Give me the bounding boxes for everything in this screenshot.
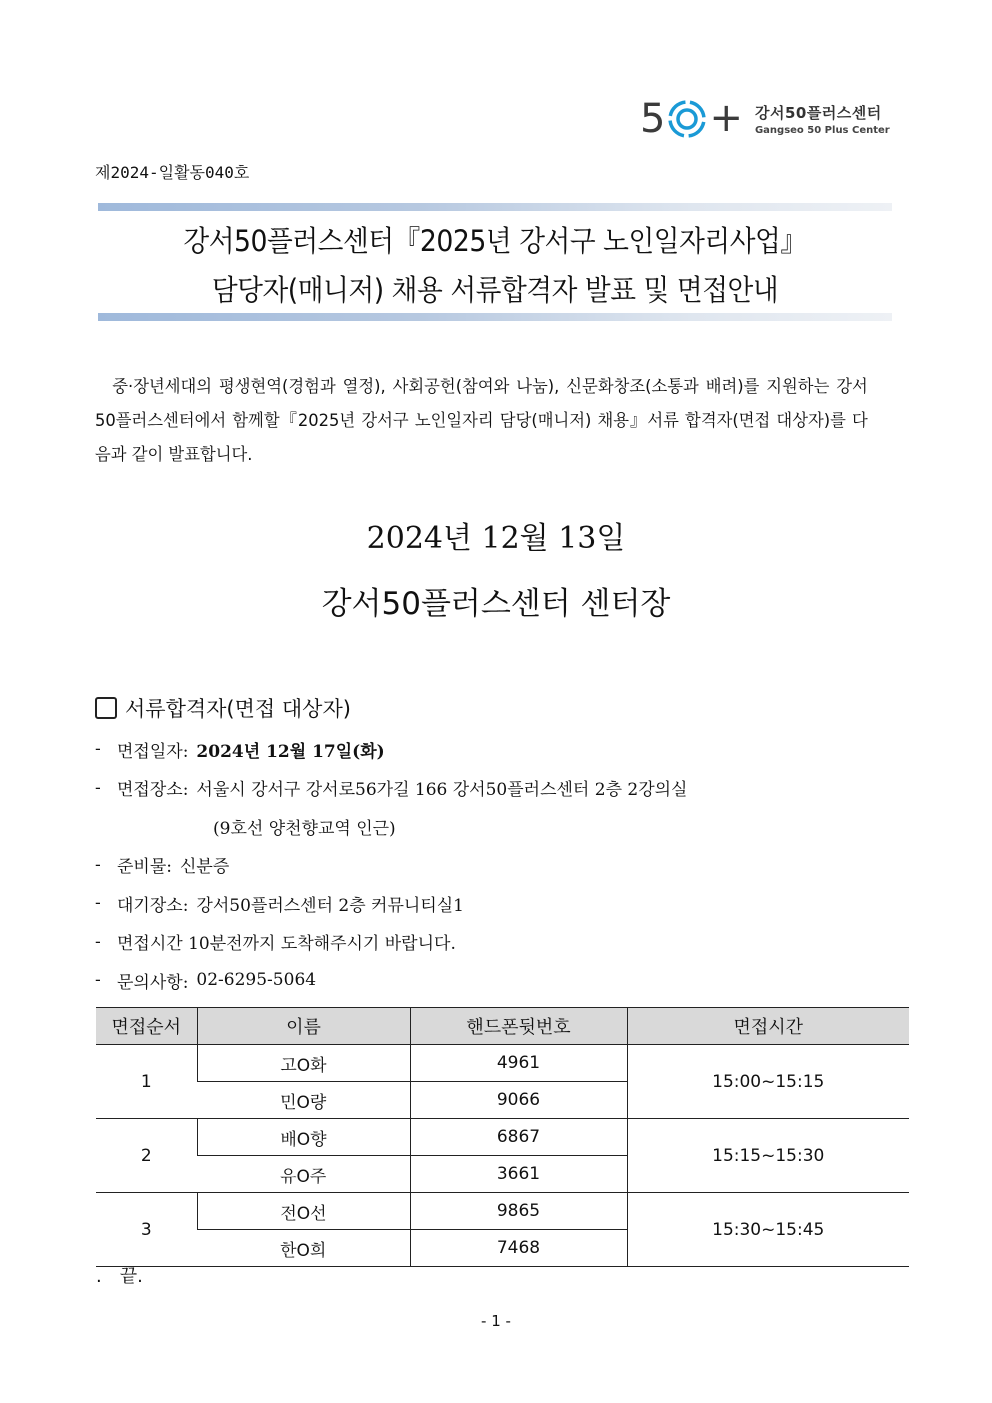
title-bar-top bbox=[98, 203, 892, 211]
table-row bbox=[96, 1193, 909, 1230]
cell-phone: 9066 bbox=[410, 1082, 627, 1119]
section-title: 서류합격자(면접 대상자) bbox=[125, 697, 351, 721]
list-label: 면접장소: bbox=[117, 780, 189, 801]
header-name: 이름 bbox=[197, 1008, 410, 1045]
page-number: - 1 - bbox=[481, 1312, 511, 1330]
list-item-interview-date bbox=[95, 730, 895, 769]
logo-name-en: Gangseo 50 Plus Center bbox=[754, 125, 890, 136]
end-text: 끝. bbox=[119, 1266, 143, 1287]
list-dash: - bbox=[95, 893, 101, 914]
cell-order: 1 bbox=[96, 1045, 197, 1119]
list-item-waiting-room bbox=[95, 884, 895, 923]
list-label: 면접일자: bbox=[117, 741, 189, 762]
cell-phone: 3661 bbox=[410, 1156, 627, 1193]
list-dash: - bbox=[95, 854, 101, 875]
list-label: 준비물: bbox=[117, 857, 172, 878]
intro-text: 중·장년세대의 평생현역(경험과 열정), 사회공헌(참여와 나눔), 신문화창조(소통과 배려)를 지원하는 강서50플러스센터에서 함께할『2025년 강서구 노인일자리 담당(매니저) 채용』서류 합격자(면접 대상자)를 다음과 같이 발표합니다. bbox=[95, 377, 868, 465]
list-label: 대기장소: bbox=[117, 895, 189, 916]
logo-ring-icon bbox=[667, 99, 707, 139]
logo-mark bbox=[640, 94, 743, 144]
list-dash: - bbox=[95, 931, 101, 952]
list-value: 신분증 bbox=[180, 857, 230, 878]
logo-five: 5 bbox=[640, 96, 666, 142]
table-row bbox=[96, 1045, 909, 1082]
logo-plus: + bbox=[709, 95, 743, 141]
list-value: (9호선 양천향교역 인근) bbox=[213, 818, 396, 839]
list-item-interview-place bbox=[95, 769, 895, 808]
header-order: 면접순서 bbox=[96, 1008, 197, 1045]
list-dash: - bbox=[95, 777, 101, 798]
cell-phone: 6867 bbox=[410, 1119, 627, 1156]
list-dash: - bbox=[95, 970, 101, 991]
list-value: 2024년 12월 17일(화) bbox=[196, 741, 385, 762]
list-item-contact bbox=[95, 961, 895, 1000]
checkbox-icon bbox=[95, 697, 117, 719]
logo-text bbox=[755, 102, 890, 136]
center-logo bbox=[640, 94, 910, 144]
logo-name-ko: 강서50플러스센터 bbox=[754, 104, 882, 122]
cell-time: 15:15~15:30 bbox=[627, 1119, 909, 1193]
header-time: 면접시간 bbox=[627, 1008, 909, 1045]
list-value: 02-6295-5064 bbox=[196, 970, 317, 991]
cell-name: 고O화 bbox=[197, 1045, 410, 1082]
cell-name: 유O주 bbox=[197, 1156, 410, 1193]
end-dot: . bbox=[96, 1266, 102, 1287]
cell-phone: 4961 bbox=[410, 1045, 627, 1082]
cell-time: 15:00~15:15 bbox=[627, 1045, 909, 1119]
interview-info-list bbox=[95, 730, 895, 1000]
cell-name: 배O향 bbox=[197, 1119, 410, 1156]
title-line-2: 담당자(매니저) 채용 서류합격자 발표 및 면접안내 bbox=[211, 273, 779, 307]
cell-name: 전O선 bbox=[197, 1193, 410, 1230]
header-phone: 핸드폰뒷번호 bbox=[410, 1008, 627, 1045]
table-row bbox=[96, 1119, 909, 1156]
title-bar-bottom bbox=[98, 313, 892, 321]
cell-phone: 7468 bbox=[410, 1230, 627, 1267]
document-number: 제2024-일활동040호 bbox=[95, 163, 250, 182]
section-header bbox=[95, 693, 351, 723]
announcement-signer: 강서50플러스센터 센터장 bbox=[321, 586, 671, 622]
list-dash: - bbox=[95, 739, 101, 760]
list-item-materials bbox=[95, 846, 895, 885]
interview-schedule-table bbox=[96, 1007, 909, 1267]
list-label: 문의사항: bbox=[117, 972, 189, 993]
cell-order: 2 bbox=[96, 1119, 197, 1193]
cell-name: 한O희 bbox=[197, 1230, 410, 1267]
table-header-row bbox=[96, 1008, 909, 1045]
cell-order: 3 bbox=[96, 1193, 197, 1267]
announcement-date: 2024년 12월 13일 bbox=[366, 521, 626, 556]
list-value: 서울시 강서구 강서로56가길 166 강서50플러스센터 2층 2강의실 bbox=[196, 780, 688, 801]
intro-paragraph bbox=[95, 370, 868, 472]
list-value: 강서50플러스센터 2층 커뮤니티실1 bbox=[196, 895, 464, 916]
cell-time: 15:30~15:45 bbox=[627, 1193, 909, 1267]
title-line-1: 강서50플러스센터『2025년 강서구 노인일자리사업』 bbox=[183, 224, 807, 258]
list-value: 면접시간 10분전까지 도착해주시기 바랍니다. bbox=[117, 934, 456, 955]
cell-phone: 9865 bbox=[410, 1193, 627, 1230]
list-item-arrival-notice bbox=[95, 923, 895, 962]
list-item-place-note bbox=[95, 807, 895, 846]
cell-name: 민O량 bbox=[197, 1082, 410, 1119]
end-mark bbox=[96, 1262, 143, 1288]
